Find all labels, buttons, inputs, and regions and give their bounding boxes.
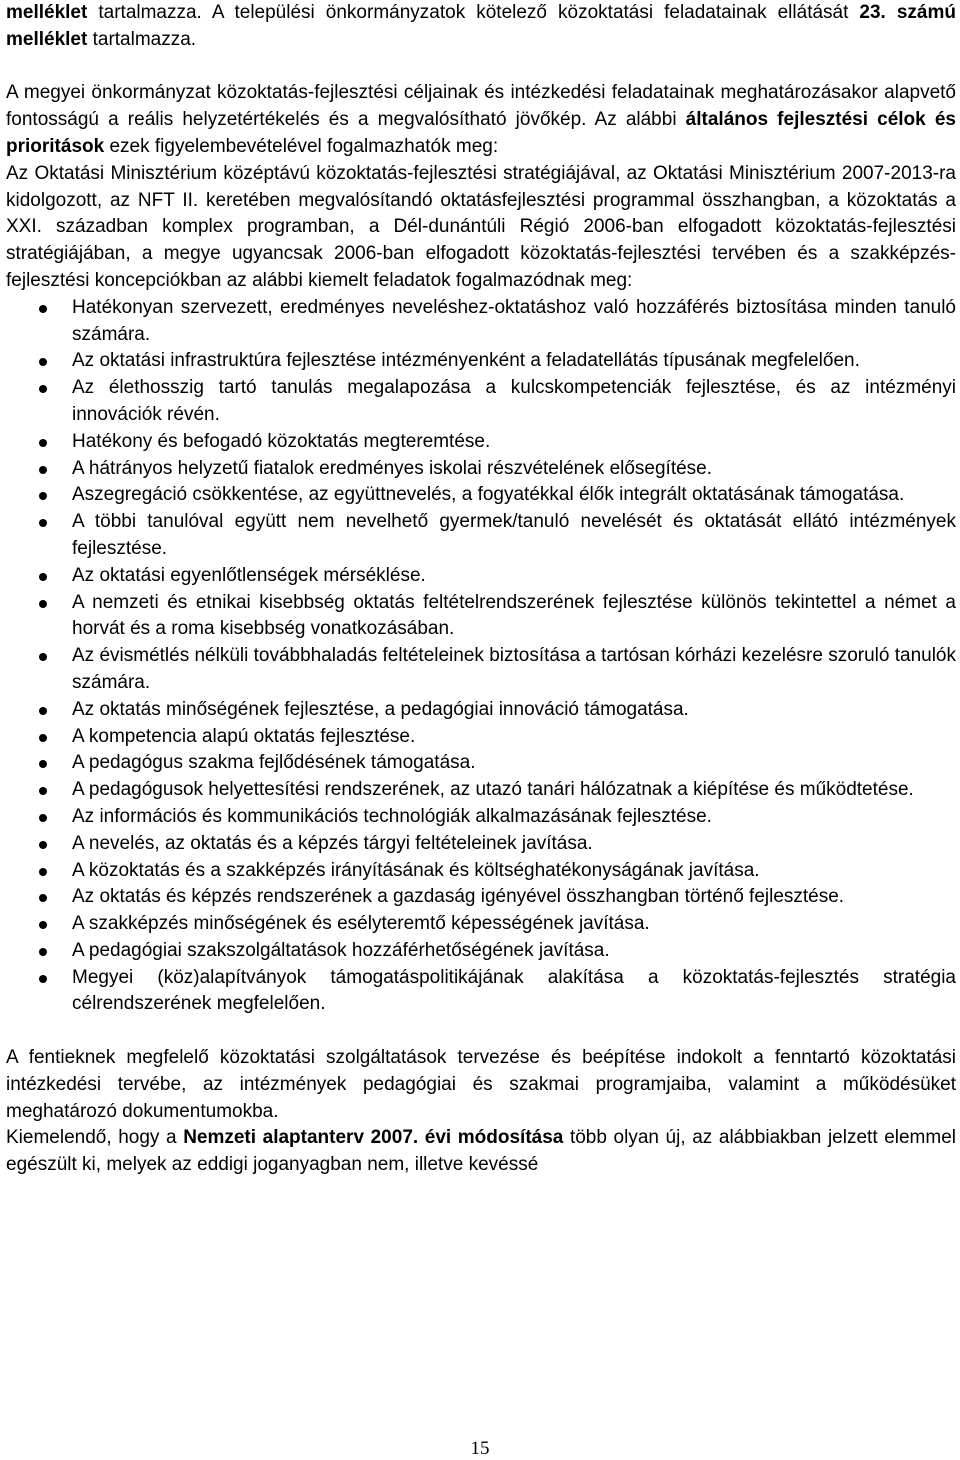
document-page — [6, 0, 956, 1179]
paragraph-annex-reference — [6, 0, 956, 54]
paragraph-text: több olyan új, az alábbiakban jelzett elemmel egészült ki, melyek az eddigi joganyagban nem, illetve kevéssé — [6, 1127, 956, 1176]
paragraph-goals-intro — [6, 80, 956, 160]
list-item: Hatékonyan szervezett, eredményes neveléshez-oktatáshoz való hozzáférés biztosítása minden tanuló számára. — [6, 295, 956, 349]
list-item: Az oktatás és képzés rendszerének a gazdaság igényével összhangban történő fejlesztése. — [6, 884, 956, 911]
list-item: Megyei (köz)alapítványok támogatáspolitikájának alakítása a közoktatás-fejlesztés stratégia célrendszerének megfelelően. — [6, 965, 956, 1019]
paragraph-text: tartalmazza. A települési önkormányzatok kötelező közoktatási feladatainak ellátását — [87, 2, 860, 23]
spacer — [6, 1018, 956, 1045]
bold-text: 23. számú melléklet — [6, 2, 957, 50]
list-item: A kompetencia alapú oktatás fejlesztése. — [6, 724, 956, 751]
list-item: A többi tanulóval együtt nem nevelhető gyermek/tanuló nevelését és oktatását ellátó intézmények fejlesztése. — [6, 509, 956, 563]
page-number: 15 — [470, 1438, 490, 1459]
list-item: A közoktatás és a szakképzés irányításának és költséghatékonyságának javítása. — [6, 858, 956, 885]
paragraph-strategy: Az Oktatási Minisztérium középtávú közoktatás-fejlesztési stratégiájával, az Oktatási Minisztérium 2007-2013-ra kidolgozott, az NFT II. keretében megvalósítandó oktatásfejlesztési programmal összhangban, a közoktatás a XXI. században komplex programban, a Dél-dunántúli Régió 2006-ban elfogadott közoktatás-fejlesztési stratégiájában, a megye ugyancsak 2006-ban elfogadott közoktatás-fejlesztési tervében és a szakképzés-fejlesztési koncepciókban az alábbi kiemelt feladatok fogalmazódnak meg: — [6, 162, 956, 291]
bold-text: melléklet — [6, 2, 88, 23]
bold-text: Nemzeti alaptanterv 2007. évi módosítása — [183, 1127, 564, 1149]
list-item: Az oktatási egyenlőtlenségek mérséklése. — [6, 563, 956, 590]
list-item: Az élethosszig tartó tanulás megalapozása a kulcskompetenciák fejlesztése, és az intézményi innovációk révén. — [6, 375, 956, 429]
list-item: A szakképzés minőségének és esélyteremtő képességének javítása. — [6, 911, 956, 938]
spacer — [6, 54, 956, 81]
list-item: A pedagógiai szakszolgáltatások hozzáférhetőségének javítása. — [6, 938, 956, 965]
goals-list — [6, 295, 956, 1019]
paragraph-text: tartalmazza. — [87, 28, 197, 50]
list-item: Az oktatási infrastruktúra fejlesztése intézményenként a feladatellátás típusának megfelelően. — [6, 348, 956, 375]
list-item: A nevelés, az oktatás és a képzés tárgyi feltételeinek javítása. — [6, 831, 956, 858]
paragraph-nat-revision — [6, 1125, 956, 1179]
list-item: Az évismétlés nélküli továbbhaladás feltételeinek biztosítása a tartósan kórházi kezelésre szoruló tanulók számára. — [6, 643, 956, 697]
bold-text: általános fejlesztési célok és prioritások — [6, 109, 956, 157]
list-item: A pedagógus szakma fejlődésének támogatása. — [6, 750, 956, 777]
list-item: Hatékony és befogadó közoktatás megteremtése. — [6, 429, 956, 456]
list-item: Az oktatás minőségének fejlesztése, a pedagógiai innováció támogatása. — [6, 697, 956, 724]
paragraph-text: ezek figyelembevételével fogalmazhatók meg: — [104, 135, 499, 157]
list-item: A nemzeti és etnikai kisebbség oktatás feltételrendszerének fejlesztése különös tekintettel a német a horvát és a roma kisebbség vonatkozásában. — [6, 590, 956, 644]
list-item: Az információs és kommunikációs technológiák alkalmazásának fejlesztése. — [6, 804, 956, 831]
paragraph-services: A fentieknek megfelelő közoktatási szolgáltatások tervezése és beépítése indokolt a fenntartó közoktatási intézkedési tervébe, az intézmények pedagógiai és szakmai programjaiba, valamint a működésüket meghatározó dokumentumokba. — [6, 1047, 956, 1122]
paragraph-text: A megyei önkormányzat közoktatás-fejlesztési céljainak és intézkedési feladatainak meghatározásakor alapvető fontosságú a reális helyzetértékelés és a megvalósítható jövőkép. Az alábbi — [6, 82, 956, 131]
list-item: A pedagógusok helyettesítési rendszerének, az utazó tanári hálózatnak a kiépítése és működtetése. — [6, 777, 956, 804]
list-item: A hátrányos helyzetű fiatalok eredményes iskolai részvételének elősegítése. — [6, 456, 956, 483]
list-item: Aszegregáció csökkentése, az együttnevelés, a fogyatékkal élők integrált oktatásának támogatása. — [6, 482, 956, 509]
paragraph-text: Kiemelendő, hogy a — [6, 1127, 184, 1149]
